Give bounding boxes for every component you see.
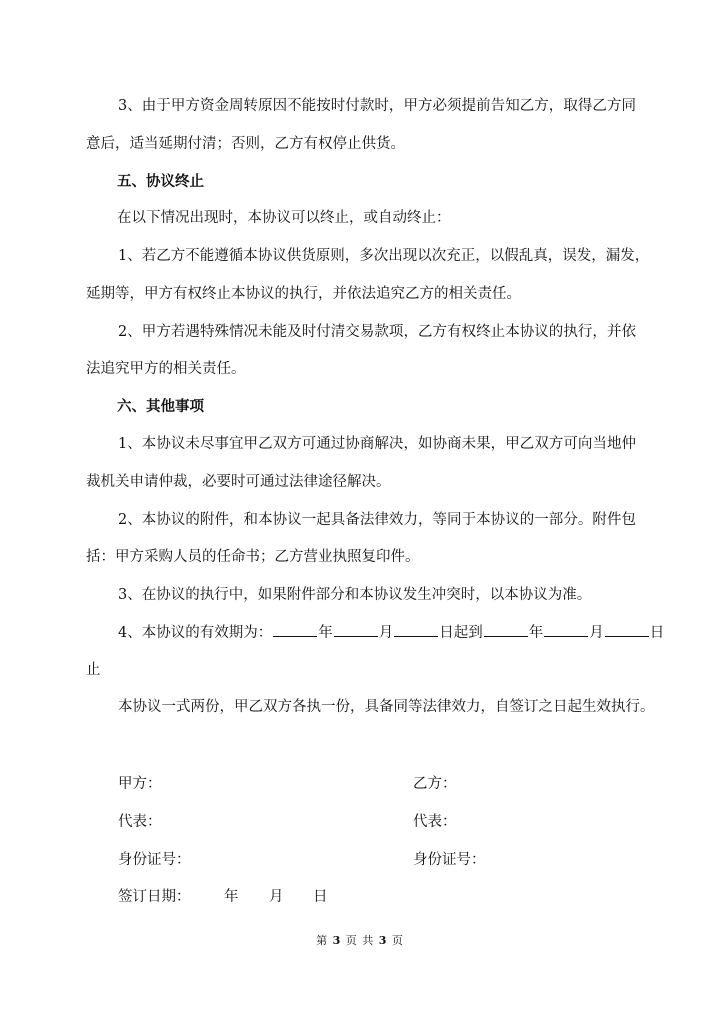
id-a-label: 身份证号： [118, 852, 191, 868]
signing-date-month: 月 [269, 889, 284, 905]
blank-field [273, 622, 317, 637]
signing-date-year: 年 [224, 889, 239, 905]
blank-field [605, 622, 649, 637]
paragraph-line: 本协议一式两份，甲乙双方各执一份，具备同等法律效力，自签订之日起生效执行。 [118, 699, 655, 715]
blank-field [394, 622, 438, 637]
section-heading-other-matters: 六、其他事项 [117, 398, 204, 415]
validity-month-end: 月 [589, 625, 604, 641]
paragraph-line: 2、本协议的附件，和本协议一起具备法律效力，等同于本协议的一部分。附件包 [118, 512, 636, 528]
signing-date-label: 签订日期： [118, 889, 191, 905]
paragraph-line: 括：甲方采购人员的任命书；乙方营业执照复印件。 [86, 549, 420, 565]
blank-field [484, 622, 528, 637]
blank-field [544, 622, 588, 637]
signing-date-day: 日 [313, 889, 328, 905]
paragraph-line: 裁机关申请仲裁，必要时可通过法律途径解决。 [86, 474, 391, 490]
rep-b-label: 代表： [413, 814, 457, 830]
id-b-label: 身份证号： [413, 852, 486, 868]
paragraph-line: 意后，适当延期付清；否则，乙方有权停止供货。 [86, 136, 405, 152]
footer-suffix: 页 [391, 934, 404, 947]
paragraph-line: 1、本协议未尽事宜甲乙双方可通过协商解决，如协商未果，甲乙双方可向当地仲 [118, 436, 636, 452]
page-number-current: 3 [332, 934, 342, 947]
validity-year-start: 年 [318, 625, 333, 641]
section-heading-termination: 五、协议终止 [117, 173, 204, 190]
footer-mid: 页 共 [345, 934, 375, 947]
page-footer [0, 932, 720, 948]
blank-field [334, 622, 378, 637]
footer-prefix: 第 [316, 934, 329, 947]
paragraph-line: 3、在协议的执行中，如果附件部分和本协议发生冲突时，以本协议为准。 [118, 587, 592, 603]
validity-month-start: 月 [378, 625, 394, 641]
party-a-label: 甲方： [118, 776, 162, 792]
paragraph-line: 在以下情况出现时，本协议可以终止，或自动终止： [117, 210, 451, 226]
validity-period-line [118, 622, 664, 643]
party-b-label: 乙方： [413, 776, 457, 792]
validity-prefix: 4、本协议的有效期为： [118, 625, 273, 641]
validity-day-end: 日 [649, 625, 665, 641]
validity-day-start: 日起到 [439, 625, 483, 641]
paragraph-line: 法追究甲方的相关责任。 [86, 361, 246, 377]
paragraph-line: 止 [86, 662, 101, 678]
rep-a-label: 代表： [118, 814, 162, 830]
paragraph-line: 1、若乙方不能遵循本协议供货原则，多次出现以次充正，以假乱真，误发，漏发， [118, 248, 650, 264]
page-number-total: 3 [378, 934, 388, 947]
paragraph-line: 延期等，甲方有权终止本协议的执行，并依法追究乙方的相关责任。 [86, 286, 521, 302]
paragraph-line: 2、甲方若遇特殊情况未能及时付清交易款项，乙方有权终止本协议的执行，并依 [118, 324, 636, 340]
validity-year-end: 年 [528, 625, 544, 641]
paragraph-line: 3、由于甲方资金周转原因不能按时付款时，甲方必须提前告知乙方，取得乙方同 [118, 98, 636, 114]
